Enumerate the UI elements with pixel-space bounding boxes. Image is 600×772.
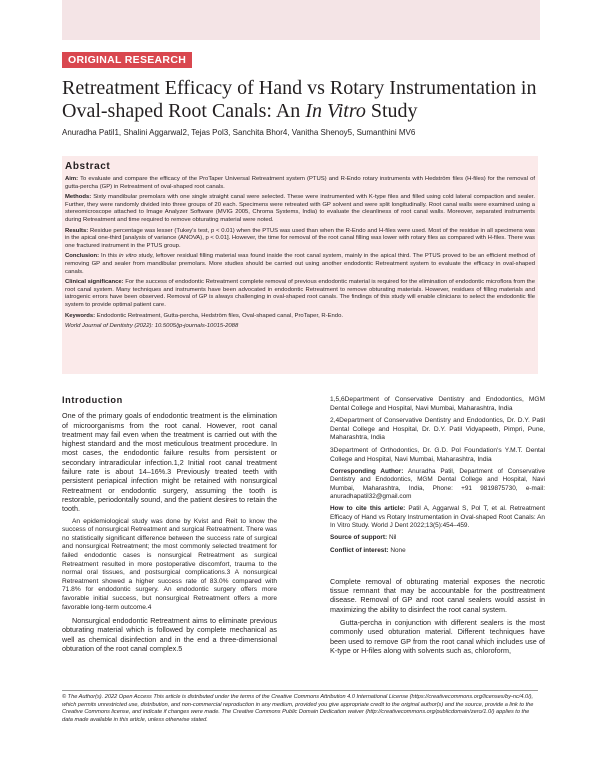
abstract-heading: Abstract [65, 161, 111, 172]
affiliation-1: 1,5,6Department of Conservative Dentistry and Endodontics, MGM Dental College and Hospital, Navi Mumbai, Maharashtra, India [330, 396, 545, 412]
author-list: Anuradha Patil1, Shalini Aggarwal2, Tejas Pol3, Sanchita Bhor4, Vanitha Shenoy5, Sumanthini MV6 [62, 128, 416, 137]
conflict-of-interest: Conflict of interest: None [330, 546, 406, 554]
intro-paragraph-1: One of the primary goals of endodontic treatment is the elimination of microorganisms from the root canal. However, root canal treatment may fail even when the treatment is carried out with the highest standard and the most meticulous treatment procedure. In most cases, the endodontic failure results from persistent or secondary intraradicular infection.1,2 Initial root canal treatment failure rate is about 14–16%.3 Previously treated teeth with persistent periapical infection might be retained with nonsurgical Retreatment or endodontic surgery, assuming the tooth is restorable, periodontally sound, and the patient desires to retain the tooth. [62, 411, 277, 514]
license-footnote: © The Author(s). 2022 Open Access This article is distributed under the terms of the Creative Commons Attribution 4.0 International License (https://creativecommons.org/licenses/by-nc/4.0/), which permits unrestricted use, distribution, and non-commercial reproduction in any medium, provided you give appropriate credit to the original author(s) and the source, provide a link to the Creative Commons license, and indicate if changes were made. The Creative Commons Public Domain Dedication waiver (http://creativecommons.org/publicdomain/zero/1.0/) applies to the data made available in this article, unless otherwise stated. [62, 690, 538, 724]
abstract-clinical-significance: Clinical significance: For the success of endodontic Retreatment complete removal of previous endodontic material is required for the elimination of endodontic microflora from the root canal system. Many techniques and instruments have been advocated in endodontic Retreatment to remove obturating materials. However, residues of filling materials and iatrogenic errors have been observed. Removal of GP is always challenging in oval-shaped root canals. The findings of this study will enable clinicians to select the endodontic file system to provide optimal patient care. [65, 279, 535, 308]
intro-paragraph-2: An epidemiological study was done by Kvist and Reit to know the success of nonsurgical Retreatment and surgical Retreatment. There was no statistically significant difference between the success rate of surgical and nonsurgical Retreatment; the most commonly selected treatment for failed endodontic cases is nonsurgical Retreatment as surgical Retreatment resulted in more postoperative discomfort, trauma to the normal oral tissues, and postsurgical complications.3 A nonsurgical Retreatment showed a higher success rate of 83.0% compared with 71.8% for endodontic surgery. An endodontic surgery offers more favorable initial success, but nonsurgical Retreatment offers a more favorable long-term outcome.4 [62, 517, 277, 611]
how-to-cite: How to cite this article: Patil A, Aggarwal S, Pol T, et al. Retreatment Efficacy of Hand vs Rotary Instrumentation in Oval-shaped Root Canals: An In Vitro Study. World J Dent 2022;13(5):454–459. [330, 505, 545, 529]
abstract-results: Results: Residue percentage was lesser (Tukey's test, p < 0.01) when the PTUS was used than when the R-Endo and H-files were used. Most of the residue in all specimens was in the apical one-third [analysis of variance (ANOVA), p < 0.01]. However, the time for removal of the root canal filling was lower with rotary files as compared with H-files. There was one fractured instrument in the PTUS group. [65, 227, 535, 249]
corresponding-author: Corresponding Author: Anuradha Patil, Department of Conservative Dentistry and Endodontics, MGM Dental College and Hospital, Navi Mumbai, Maharashtra, India, Phone: +91 9819875730, e-mail: anuradhapatil32@gmail.com [330, 468, 546, 501]
abstract-keywords: Keywords: Endodontic Retreatment, Gutta-percha, Hedström files, Oval-shaped canal, ProTaper, R-Endo. [65, 312, 343, 319]
abstract-methods: Methods: Sixty mandibular premolars with one single straight canal were selected. These were instrumented with K-type files and filled using cold lateral compaction and sealer. Further, they were randomly divided into three groups of 20 each. Specimens were retreated with GP solvent and were split longitudinally. Root canal walls were examined using a stereomicroscope attached to Image Analyzer Software (MVIG 2005, Chroma Systems, India) to evaluate the cleanliness of root canal walls. Moreover, separated instruments during Retreatment and time required to remove obturating material were noted. [65, 194, 535, 223]
abstract-box [62, 156, 538, 374]
introduction-heading: Introduction [62, 395, 123, 405]
intro-paragraph-3: Nonsurgical endodontic Retreatment aims to eliminate previous obturating material which is followed by complete mechanical as well as chemical disinfection and in the end a three-dimensional obturation of the root canal complex.5 [62, 616, 277, 653]
source-of-support: Source of support: Nil [330, 534, 397, 542]
affiliation-2: 2,4Department of Conservative Dentistry and Endodontics, Dr. D.Y. Patil Dental College and Hospital, Dr. D.Y. Patil Vidyapeeth, Pimpri, Pune, Maharashtra, India [330, 417, 545, 442]
abstract-aim: Aim: To evaluate and compare the efficacy of the ProTaper Universal Retreatment system (PTUS) and R-Endo rotary instruments with Hedström files (H-files) for the removal of gutta-percha (GP) in Retreatment of oval-shaped root canals. [65, 176, 535, 190]
journal-citation: World Journal of Dentistry (2022): 10.5005/jp-journals-10015-2088 [65, 323, 239, 330]
article-type-badge: ORIGINAL RESEARCH [62, 52, 192, 68]
left-column [62, 396, 277, 657]
right-body-paragraph-2: Gutta-percha in conjunction with different sealers is the most commonly used obturation material. Different techniques have been used to remove GP from the root canal which includes use of K-type or H-files along with solvents such as, chloroform, [330, 618, 545, 655]
abstract-conclusion: Conclusion: In this in vitro study, leftover residual filling material was found inside the root canal system, mainly in the apical third. The PTUS proved to be an efficient method of removing GP and sealer from mandibular premolars. More studies should be carried out using another endodontic Retreatment system to evaluate the efficacy in oval-shaped canals. [65, 253, 535, 275]
affiliation-3: 3Department of Orthodontics, Dr. G.D. Pol Foundation's Y.M.T. Dental College and Hospital, Navi Mumbai, Maharashtra, India [330, 446, 545, 463]
article-title: Retreatment Efficacy of Hand vs Rotary Instrumentation in Oval-shaped Root Canals: An In Vitro Study [62, 77, 537, 122]
header-band [62, 0, 540, 40]
right-body-paragraph-1: Complete removal of obturating material exposes the necrotic tissue remnant that may be accountable for the posttreatment disease. Removal of GP and root canal sealers would assist in maximizing the ability to disinfect the root canal system. [330, 576, 545, 614]
right-column [330, 396, 545, 659]
